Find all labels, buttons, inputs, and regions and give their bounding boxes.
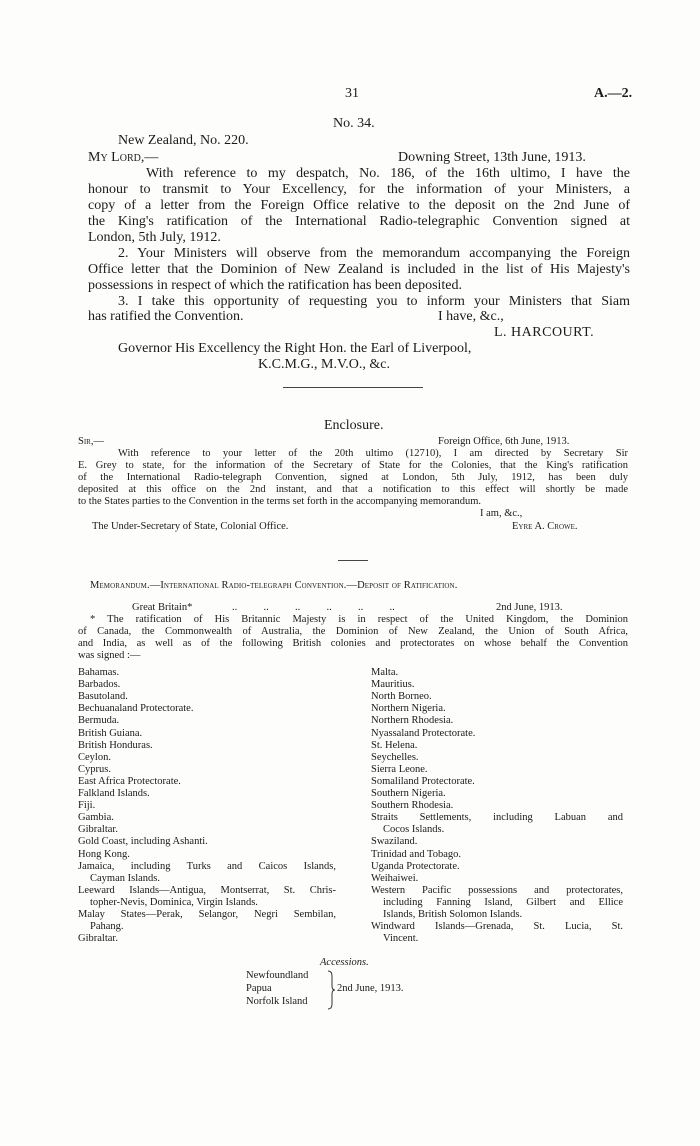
list-item: Nyassaland Protectorate.	[371, 727, 476, 739]
list-item-continuation: topher-Nevis, Dominica, Virgin Islands.	[90, 896, 258, 908]
list-item-continuation: Cayman Islands.	[90, 872, 160, 884]
list-item: British Honduras.	[78, 739, 153, 751]
text-line: E. Grey to state, for the information of the Secretary of State for the Colonies, that the King's ratification	[78, 460, 628, 471]
list-item: Northern Nigeria.	[371, 703, 446, 715]
text-line: and India, as well as of the following British colonies and protectorates on whose behalf the Convention	[78, 638, 628, 649]
list-item: Barbados.	[78, 679, 121, 691]
text-line: the King's ratification of the International Radio-telegraphic Convention signed at	[88, 214, 630, 229]
list-item: North Borneo.	[371, 691, 432, 703]
list-item: East Africa Protectorate.	[78, 775, 181, 787]
letter-salutation: My Lord,—	[88, 150, 159, 165]
list-item: Hong Kong.	[78, 848, 130, 860]
accession-item: Newfoundland	[246, 970, 309, 981]
enclosure-addressee: The Under-Secretary of State, Colonial Office.	[92, 521, 289, 532]
list-item: British Guiana.	[78, 727, 143, 739]
list-item: Basutoland.	[78, 691, 128, 703]
accessions-date: 2nd June, 1913.	[337, 983, 404, 994]
accessions-title: Accessions.	[320, 957, 369, 968]
list-item-continuation: Cocos Islands.	[383, 824, 445, 836]
enclosure-signature: Eyre A. Crowe.	[512, 521, 578, 532]
list-item: Cyprus.	[78, 763, 111, 775]
list-item: Bermuda.	[78, 715, 120, 727]
enclosure-closing: I am, &c.,	[480, 508, 523, 519]
text-line: has ratified the Convention.	[88, 309, 244, 324]
text-line: Office letter that the Dominion of New Zealand is included in the list of His Majesty's	[88, 262, 630, 277]
text-line: possessions in respect of which the ratification has been deposited.	[88, 278, 463, 293]
text-line: * The ratification of His Britannic Majesty is in respect of the United Kingdom, the Dominion	[90, 614, 628, 625]
letter-signature: L. HARCOURT.	[494, 325, 595, 340]
list-item: Gold Coast, including Ashanti.	[78, 836, 208, 848]
list-item: Somaliland Protectorate.	[371, 775, 475, 787]
letter-origin: New Zealand, No. 220.	[118, 133, 249, 148]
great-britain-date: 2nd June, 1913.	[496, 602, 563, 613]
enclosure-place-date: Foreign Office, 6th June, 1913.	[438, 436, 570, 447]
list-item: Mauritius.	[371, 679, 415, 691]
section-divider	[283, 387, 423, 388]
list-item: Malta.	[371, 667, 399, 678]
list-item: Straits Settlements, including Labuan and	[371, 812, 623, 824]
list-item: Seychelles.	[371, 751, 419, 763]
text-line: of the International Radio-telegraph Convention, signed at London, 5th July, 1912, has been duly	[78, 472, 628, 483]
letter-number: No. 34.	[333, 116, 375, 131]
list-item: Gibraltar.	[78, 933, 118, 945]
letter-addressee: Governor His Excellency the Right Hon. the Earl of Liverpool,	[118, 341, 472, 356]
text-line: honour to transmit to Your Excellency, for the information of your Ministers, a	[88, 182, 630, 197]
list-item-continuation: including Fanning Island, Gilbert and Ellice	[383, 896, 623, 908]
list-item: Trinidad and Tobago.	[371, 848, 461, 860]
list-item: Gibraltar.	[78, 824, 118, 836]
list-item: Weihaiwei.	[371, 872, 419, 884]
memorandum-heading: Memorandum.—International Radio-telegraph Convention.—Deposit of Ratification.	[90, 580, 458, 591]
text-line: With reference to my despatch, No. 186, of the 16th ultimo, I have the	[146, 166, 630, 181]
text-line: 3. I take this opportunity of requesting you to inform your Ministers that Siam	[118, 294, 630, 309]
leader-dots: .. .. .. .. .. ..	[232, 602, 395, 613]
list-item: Bechuanaland Protectorate.	[78, 703, 194, 715]
list-item: Southern Rhodesia.	[371, 800, 454, 812]
accession-item: Norfolk Island	[246, 996, 308, 1007]
list-item: Malay States—Perak, Selangor, Negri Sembilan,	[78, 909, 336, 920]
list-item: Southern Nigeria.	[371, 788, 446, 799]
text-line: 2. Your Ministers will observe from the memorandum accompanying the Foreign	[118, 246, 630, 261]
list-item: Uganda Protectorate.	[371, 860, 460, 872]
list-item: Gambia.	[78, 812, 114, 824]
section-divider	[338, 560, 368, 561]
list-item: Ceylon.	[78, 751, 111, 763]
text-line: With reference to your letter of the 20th ultimo (12710), I am directed by Secretary Sir	[118, 448, 628, 459]
list-item: Jamaica, including Turks and Caicos Islands,	[78, 860, 336, 872]
enclosure-salutation: Sir,—	[78, 436, 104, 447]
text-line: copy of a letter from the Foreign Office relative to the deposit on the 2nd June of	[88, 198, 630, 213]
letter-addressee-honours: K.C.M.G., M.V.O., &c.	[258, 357, 390, 372]
accessions-brace	[326, 970, 336, 1010]
text-line: London, 5th July, 1912.	[88, 230, 221, 245]
text-line: of Canada, the Commonwealth of Australia, the Dominion of New Zealand, the Union of South Africa,	[78, 626, 628, 637]
text-line: deposited at this office on the 2nd instant, and that a notification to this effect will shortly be made	[78, 484, 628, 495]
letter-place-date: Downing Street, 13th June, 1913.	[398, 150, 586, 165]
page-number: 31	[345, 86, 359, 101]
list-item-continuation: Islands, British Solomon Islands.	[383, 909, 523, 920]
list-item: Falkland Islands.	[78, 788, 150, 799]
list-item-continuation: Pahang.	[90, 921, 124, 933]
document-reference: A.—2.	[594, 86, 633, 101]
letter-closing: I have, &c.,	[438, 309, 504, 324]
list-item: Bahamas.	[78, 667, 120, 678]
text-line: to the States parties to the Convention in the terms set forth in the accompanying memorandum.	[78, 496, 481, 507]
list-item: Windward Islands—Grenada, St. Lucia, St.	[371, 921, 623, 933]
list-item: Northern Rhodesia.	[371, 715, 454, 727]
text-line: was signed :—	[78, 650, 141, 661]
list-item: Western Pacific possessions and protectorates,	[371, 884, 623, 896]
list-item: St. Helena.	[371, 739, 418, 751]
list-item-continuation: Vincent.	[383, 933, 419, 945]
list-item: Swaziland.	[371, 836, 418, 848]
list-item: Leeward Islands—Antigua, Montserrat, St. Chris-	[78, 884, 336, 896]
great-britain-label: Great Britain*	[132, 602, 193, 613]
accession-item: Papua	[246, 983, 272, 994]
enclosure-title: Enclosure.	[324, 418, 384, 433]
list-item: Fiji.	[78, 800, 96, 812]
list-item: Sierra Leone.	[371, 763, 428, 775]
